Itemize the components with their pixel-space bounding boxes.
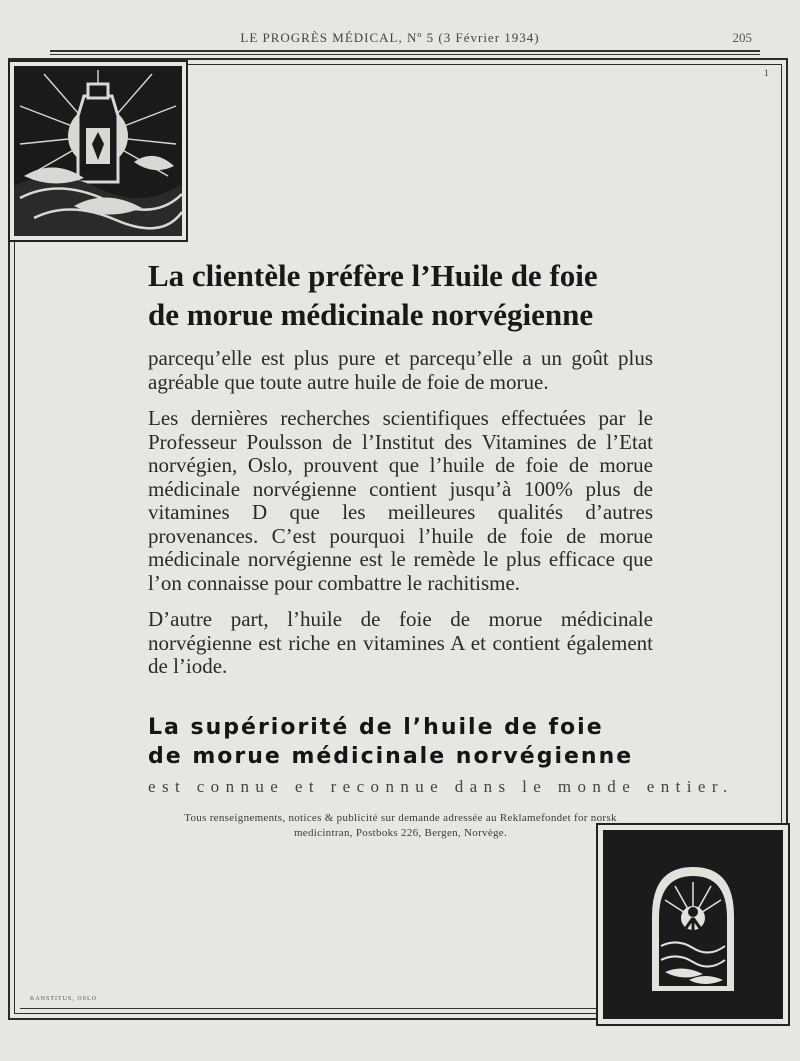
contact-info-line-2: medicintran, Postboks 226, Bergen, Norvège. [293, 826, 508, 839]
sun-figure-image [603, 830, 783, 1019]
frame-bottom-rule [20, 1008, 596, 1009]
superiority-line-2: de morue médicinale norvégienne [148, 743, 634, 769]
header-rule-thin [50, 54, 760, 55]
world-recognition-line: est connue et reconnue dans le monde entier. [148, 776, 734, 796]
bottle-fish-icon [14, 66, 182, 236]
printer-imprint: KANSTITUS, OSLO [30, 996, 98, 1002]
bottle-fish-illustration [8, 60, 188, 242]
page-number: 205 [732, 30, 752, 45]
corner-number: 1 [764, 68, 769, 78]
paragraph-vitamins: D’autre part, l’huile de foie de morue médicinale norvégienne est riche en vitamines A et contient également de l’iode. [148, 607, 653, 678]
bottle-fish-image [14, 66, 182, 236]
sun-figure-icon [603, 830, 783, 1019]
header-rule-thick [50, 50, 760, 52]
sun-figure-emblem [596, 823, 790, 1026]
running-head [0, 30, 800, 48]
contact-info-line-1: Tous renseignements, notices & publicité sur demande adressée au Reklamefondet for norsk [184, 811, 617, 824]
headline-line-1: La clientèle préfère l’Huile de foie [148, 258, 598, 293]
superiority-line-1: La supériorité de l’huile de foie [148, 714, 604, 740]
journal-header: LE PROGRÈS MÉDICAL, Nº 5 (3 Février 1934) [240, 30, 540, 45]
advert-body [148, 256, 734, 841]
headline-line-2: de morue médicinale norvégienne [148, 297, 594, 332]
contact-info [148, 811, 653, 841]
paragraph-purity: parcequ’elle est plus pure et parcequ’elle a un goût plus agréable que toute autre huile de foie de morue. [148, 346, 653, 394]
paragraph-research: Les dernières recherches scientifiques effectuées par le Professeur Poulsson de l’Institut des Vitamines de l’Etat norvégien, Oslo, prouvent que l’huile de foie de morue médicinale norvégienne contient jusqu’à 100% plus de vitamines D que les meilleures qualités d’autres provenances. C’est pourquoi l’huile de foie de morue médicinale norvégienne est le remède le plus efficace que l’on connaisse pour combattre le rachitisme. [148, 406, 653, 595]
